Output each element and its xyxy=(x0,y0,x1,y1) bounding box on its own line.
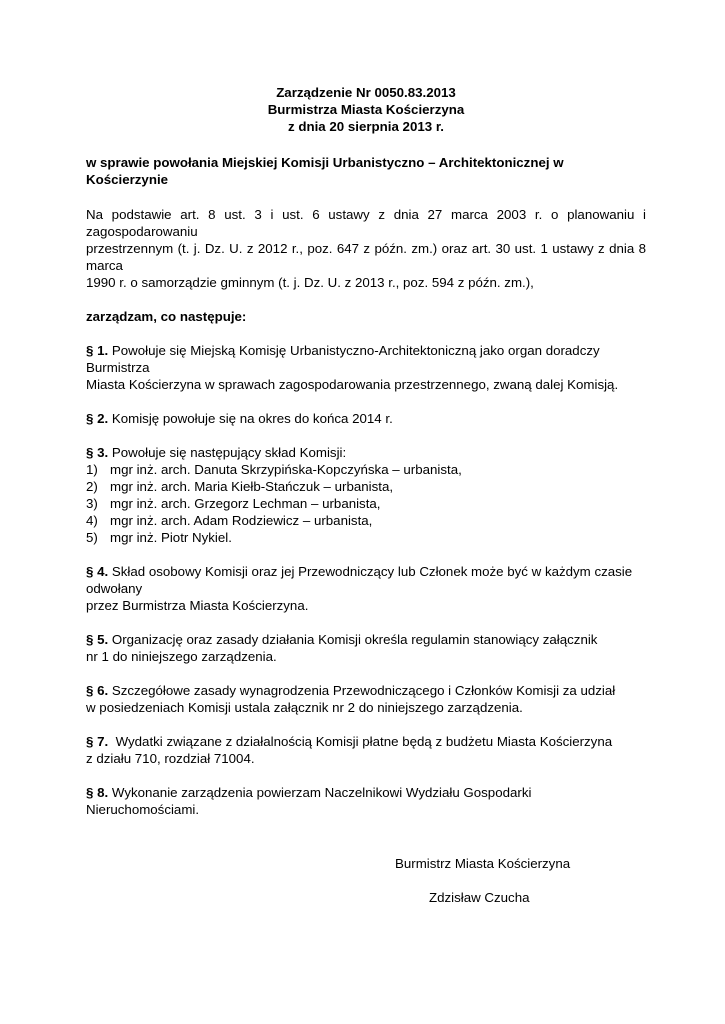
section-6 xyxy=(86,682,646,716)
section-mark: § 6. xyxy=(86,683,109,698)
member-text: mgr inż. Piotr Nykiel. xyxy=(110,530,232,545)
list-item xyxy=(86,512,646,529)
section-mark: § 4. xyxy=(86,564,109,579)
section-text: Szczegółowe zasady wynagrodzenia Przewodniczącego i Członków Komisji za udział xyxy=(108,683,616,698)
list-number: 1) xyxy=(86,462,98,477)
basis-line: 1990 r. o samorządzie gminnym (t. j. Dz. U. z 2013 r., poz. 594 z późn. zm.), xyxy=(86,275,534,290)
section-text: Wykonanie zarządzenia powierzam Naczelnikowi Wydziału Gospodarki Nieruchomościami. xyxy=(86,785,532,817)
list-number: 5) xyxy=(86,530,98,545)
legal-basis xyxy=(86,206,646,291)
list-number: 3) xyxy=(86,496,98,511)
section-8 xyxy=(86,784,646,818)
document-subject: w sprawie powołania Miejskiej Komisji Urbanistyczno – Architektonicznej w Kościerzynie xyxy=(86,155,564,187)
section-text: Komisję powołuje się na okres do końca 2014 r. xyxy=(108,411,393,426)
header-number: Zarządzenie Nr 0050.83.2013 xyxy=(276,85,456,100)
document-header xyxy=(86,84,646,135)
list-item xyxy=(86,495,646,512)
section-4 xyxy=(86,563,646,614)
section-2 xyxy=(86,410,646,427)
basis-line: przestrzennym (t. j. Dz. U. z 2012 r., poz. 647 z późn. zm.) oraz art. 30 ust. 1 ustawy z dnia 8 marca xyxy=(86,241,646,273)
section-text: przez Burmistrza Miasta Kościerzyna. xyxy=(86,598,309,613)
section-text: Skład osobowy Komisji oraz jej Przewodniczący lub Członek może być w każdym czasie odwołany xyxy=(86,564,633,596)
section-text: w posiedzeniach Komisji ustala załącznik nr 2 do niniejszego zarządzenia. xyxy=(86,700,523,715)
list-number: 4) xyxy=(86,513,98,528)
header-date: z dnia 20 sierpnia 2013 r. xyxy=(288,119,444,134)
signatory-name: Zdzisław Czucha xyxy=(429,890,530,905)
list-item xyxy=(86,529,646,546)
member-text: mgr inż. arch. Adam Rodziewicz – urbanista, xyxy=(110,513,373,528)
section-mark: § 5. xyxy=(86,632,109,647)
signature-block xyxy=(395,855,615,906)
list-item xyxy=(86,461,646,478)
section-1 xyxy=(86,342,646,393)
section-5 xyxy=(86,631,646,665)
list-item xyxy=(86,478,646,495)
section-7 xyxy=(86,733,646,767)
section-text: Powołuje się Miejską Komisję Urbanistyczno-Architektoniczną jako organ doradczy Burmistrza xyxy=(86,343,600,375)
list-number: 2) xyxy=(86,479,98,494)
section-text: Miasta Kościerzyna w sprawach zagospodarowania przestrzennego, zwaną dalej Komisją. xyxy=(86,377,619,392)
section-mark: § 7. xyxy=(86,734,109,749)
section-mark: § 1. xyxy=(86,343,109,358)
member-text: mgr inż. arch. Maria Kiełb-Stańczuk – urbanista, xyxy=(110,479,394,494)
section-text: Wydatki związane z działalnością Komisji płatne będą z budżetu Miasta Kościerzyna xyxy=(108,734,613,749)
document-body xyxy=(86,84,646,818)
section-text: nr 1 do niniejszego zarządzenia. xyxy=(86,649,277,664)
section-text: Organizację oraz zasady działania Komisji określa regulamin stanowiący załącznik xyxy=(108,632,598,647)
section-mark: § 2. xyxy=(86,411,109,426)
section-mark: § 3. xyxy=(86,445,109,460)
section-mark: § 8. xyxy=(86,785,109,800)
basis-line: Na podstawie art. 8 ust. 3 i ust. 6 ustawy z dnia 27 marca 2003 r. o planowaniu i zagospodarowaniu xyxy=(86,207,646,239)
member-list xyxy=(86,461,646,546)
signatory-title: Burmistrz Miasta Kościerzyna xyxy=(395,856,571,871)
member-text: mgr inż. arch. Grzegorz Lechman – urbanista, xyxy=(110,496,381,511)
decree-statement: zarządzam, co następuje: xyxy=(86,309,247,324)
section-text: z działu 710, rozdział 71004. xyxy=(86,751,255,766)
header-issuer: Burmistrza Miasta Kościerzyna xyxy=(267,102,465,117)
section-text: Powołuje się następujący skład Komisji: xyxy=(108,445,347,460)
section-3 xyxy=(86,444,646,546)
member-text: mgr inż. arch. Danuta Skrzypińska-Kopczyńska – urbanista, xyxy=(110,462,462,477)
